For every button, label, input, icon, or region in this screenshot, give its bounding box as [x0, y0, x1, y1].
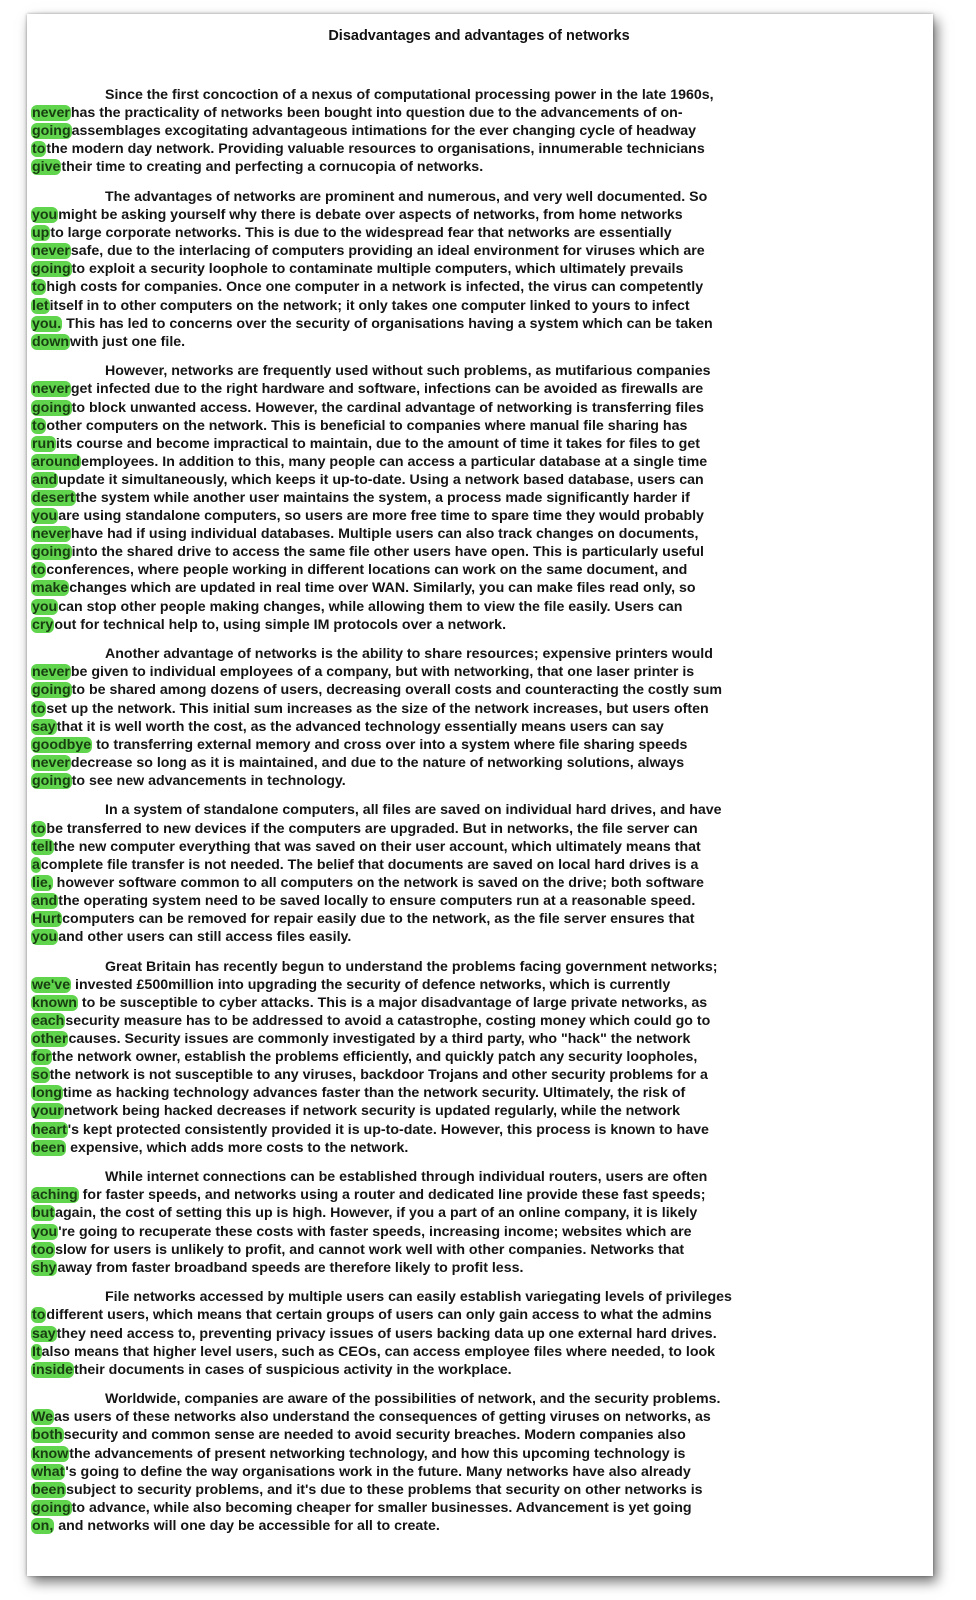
line-text: might be asking yourself why there is debate over aspects of networks, from home networks: [58, 207, 683, 224]
line-text: different users, which means that certain groups of users can only gain access to what the admins: [46, 1307, 712, 1324]
text-line: [31, 1102, 927, 1120]
document-page: [27, 14, 933, 1576]
highlighted-word: give: [32, 159, 61, 176]
highlighted-word: so: [32, 1067, 49, 1084]
line-text: security and common sense are needed to avoid security breaches. Modern companies also: [63, 1427, 686, 1444]
line-text: In a system of standalone computers, all files are saved on individual hard drives, and have: [105, 802, 722, 819]
highlighted-word: never: [32, 526, 70, 543]
highlighted-word: what: [32, 1463, 65, 1480]
text-line: [31, 838, 927, 856]
text-line: [31, 1259, 927, 1277]
highlighted-word: know: [32, 1445, 69, 1462]
text-line: [31, 700, 927, 718]
line-text: other computers on the network. This is beneficial to companies where manual file sharing has: [46, 417, 688, 434]
line-text: that it is well worth the cost, as the advanced technology essentially means users can say: [56, 718, 664, 735]
line-text: 're going to recuperate these costs with faster speeds, increasing income; websites which are: [58, 1223, 692, 1240]
text-line: [31, 958, 927, 976]
line-text: also means that higher level users, such as CEOs, can access employee files where needed, to look: [41, 1343, 716, 1360]
text-line: [31, 772, 927, 790]
paragraph: [31, 801, 927, 946]
line-text: Another advantage of networks is the ability to share resources; expensive printers would: [105, 646, 713, 663]
text-line: [31, 1168, 927, 1186]
line-text: has the practicality of networks been bought into question due to the advancements of on-: [70, 105, 683, 122]
line-text: to advance, while also becoming cheaper for smaller businesses. Advancement is yet going: [71, 1499, 692, 1516]
line-text: out for technical help to, using simple IM protocols over a network.: [54, 616, 507, 633]
line-text: as users of these networks also understand the consequences of getting viruses on networks, as: [54, 1409, 711, 1426]
text-line: [31, 122, 927, 140]
line-text: Since the first concoction of a nexus of computational processing power in the late 1960s,: [105, 87, 714, 103]
text-line: [31, 1139, 927, 1157]
text-line: [31, 856, 927, 874]
highlighted-word: you: [32, 929, 58, 946]
highlighted-word: and: [32, 471, 58, 488]
text-line: [31, 1204, 927, 1222]
text-line: [31, 1481, 927, 1499]
line-text: safe, due to the interlacing of computers providing an ideal environment for viruses which are: [70, 243, 705, 260]
line-text: slow for users is unlikely to profit, and cannot work well with other companies. Networks that: [55, 1241, 685, 1258]
highlighted-word: to: [32, 1307, 46, 1324]
text-line: [31, 1012, 927, 1030]
line-text: to be shared among dozens of users, decreasing overall costs and counteracting the costly sum: [71, 682, 723, 699]
line-text: expensive, which adds more costs to the network.: [66, 1139, 409, 1156]
line-text: are using standalone computers, so users are more free time to spare time they would probably: [58, 508, 704, 525]
highlighted-word: to: [32, 700, 46, 717]
text-line: [31, 1306, 927, 1324]
line-text: for faster speeds, and networks using a router and dedicated line provide these fast speeds;: [78, 1187, 706, 1204]
highlighted-word: desert: [32, 489, 75, 506]
highlighted-word: each: [32, 1013, 65, 1029]
line-text: its course and become impractical to maintain, due to the amount of time it takes for files to get: [55, 435, 700, 452]
text-line: [31, 1121, 927, 1139]
text-line: [31, 928, 927, 946]
text-line: [31, 1066, 927, 1084]
line-text: to large corporate networks. This is due to the widespread fear that networks are essentially: [50, 225, 672, 242]
text-line: [31, 224, 927, 242]
text-line: [31, 507, 927, 525]
highlighted-word: going: [32, 772, 71, 789]
highlighted-word: never: [32, 664, 70, 681]
text-line: [31, 1361, 927, 1379]
text-line: [31, 1408, 927, 1426]
highlighted-word: never: [32, 105, 70, 122]
text-line: [31, 754, 927, 772]
line-text: to be susceptible to cyber attacks. This is a major disadvantage of large private networks, as: [77, 994, 708, 1011]
highlighted-word: you: [32, 207, 58, 224]
highlighted-word: on,: [32, 1517, 54, 1534]
highlighted-word: heart: [32, 1121, 67, 1138]
text-line: [31, 1343, 927, 1361]
line-text: While internet connections can be established through individual routers, users are often: [105, 1169, 708, 1186]
highlighted-word: We: [32, 1409, 54, 1426]
highlighted-word: lie,: [32, 874, 52, 891]
text-line: [31, 976, 927, 994]
line-text: be given to individual employees of a company, but with networking, that one laser printer is: [70, 664, 695, 681]
highlighted-word: shy: [32, 1259, 57, 1276]
text-line: [31, 561, 927, 579]
line-text: complete file transfer is not needed. The belief that documents are saved on local hard drives is a: [40, 856, 699, 873]
line-text: set up the network. This initial sum increases as the size of the network increases, but users often: [46, 700, 709, 717]
text-line: [31, 1048, 927, 1066]
text-line: [31, 598, 927, 616]
line-text: get infected due to the right hardware and software, infections can be avoided as firewalls are: [70, 381, 704, 398]
text-line: [31, 471, 927, 489]
text-line: [31, 333, 927, 351]
line-text: however software common to all computers on the network is saved on the drive; both software: [52, 874, 704, 891]
line-text: to exploit a security loophole to contaminate multiple computers, which ultimately prevails: [71, 261, 684, 278]
text-line: [31, 206, 927, 224]
text-line: [31, 188, 927, 206]
highlighted-word: Hurt: [32, 911, 62, 928]
line-text: and other users can still access files easily.: [58, 929, 352, 946]
line-text: high costs for companies. Once one computer in a network is infected, the virus can competently: [46, 279, 704, 296]
highlighted-word: going: [32, 544, 71, 561]
text-line: [31, 1084, 927, 1102]
text-line: [31, 681, 927, 699]
highlighted-word: down: [32, 333, 70, 350]
highlighted-word: to: [32, 279, 46, 296]
text-line: [31, 892, 927, 910]
text-line: [31, 1445, 927, 1463]
paragraph: [31, 958, 927, 1157]
line-text: can stop other people making changes, while allowing them to view the file easily. Users can: [58, 598, 683, 615]
line-text: itself in to other computers on the network; it only takes one computer linked to yours to infect: [49, 297, 690, 314]
line-text: Great Britain has recently begun to understand the problems facing government networks;: [105, 958, 718, 975]
text-line: [31, 297, 927, 315]
line-text: the new computer everything that was saved on their user account, which ultimately means that: [53, 838, 701, 855]
text-line: [31, 1463, 927, 1481]
highlighted-word: up: [32, 225, 50, 242]
text-line: [31, 1390, 927, 1408]
line-text: Worldwide, companies are aware of the possibilities of network, and the security problems.: [105, 1391, 721, 1408]
line-text: be transferred to new devices if the computers are upgraded. But in networks, the file server can: [46, 820, 698, 837]
line-text: subject to security problems, and it's due to these problems that security on other networks is: [66, 1481, 703, 1498]
highlighted-word: aching: [32, 1187, 78, 1204]
text-line: [31, 1223, 927, 1241]
highlighted-word: both: [32, 1427, 63, 1444]
text-line: [31, 158, 927, 176]
line-text: update it simultaneously, which keeps it up-to-date. Using a network based database, users can: [58, 471, 704, 488]
highlighted-word: you: [32, 1223, 58, 1240]
text-line: [31, 579, 927, 597]
paragraph: [31, 362, 927, 633]
highlighted-word: you: [32, 598, 58, 615]
text-line: [31, 104, 927, 122]
text-line: [31, 1325, 927, 1343]
highlighted-word: inside: [32, 1361, 73, 1378]
highlighted-word: goodbye: [32, 736, 92, 753]
paragraph: [31, 1288, 927, 1378]
highlighted-word: tell: [32, 838, 53, 855]
line-text: This has led to concerns over the security of organisations having a system which can be taken: [62, 315, 713, 332]
highlighted-word: to: [32, 820, 46, 837]
line-text: decrease so long as it is maintained, and due to the nature of networking solutions, always: [70, 754, 685, 771]
highlighted-word: going: [32, 399, 71, 416]
text-line: [31, 645, 927, 663]
line-text: and networks will one day be accessible for all to create.: [54, 1517, 440, 1534]
line-text: network being hacked decreases if network security is updated regularly, while the network: [63, 1103, 681, 1120]
text-line: [31, 315, 927, 333]
highlighted-word: around: [32, 453, 81, 470]
line-text: security measure has to be addressed to avoid a catastrophe, costing money which could go to: [65, 1013, 711, 1029]
text-line: [31, 1288, 927, 1306]
text-line: [31, 663, 927, 681]
text-line: [31, 399, 927, 417]
line-text: have had if using individual databases. Multiple users can also track changes on documents,: [70, 526, 699, 543]
highlighted-word: to: [32, 141, 46, 158]
text-line: [31, 874, 927, 892]
line-text: time as hacking technology advances faster than the network security. Ultimately, the risk of: [62, 1085, 686, 1102]
line-text: into the shared drive to access the same file other users have open. This is particularly useful: [71, 544, 704, 561]
line-text: the advancements of present networking technology, and how this upcoming technology is: [69, 1445, 686, 1462]
text-line: [31, 140, 927, 158]
paragraph: [31, 645, 927, 790]
text-line: [31, 1517, 927, 1535]
document-title: Disadvantages and advantages of networks: [328, 28, 630, 44]
highlighted-word: run: [32, 435, 55, 452]
text-line: [31, 453, 927, 471]
text-line: [31, 278, 927, 296]
highlighted-word: you.: [32, 315, 62, 332]
line-text: changes which are updated in real time over WAN. Similarly, you can make files read only, so: [69, 580, 696, 597]
text-line: [31, 543, 927, 561]
line-text: causes. Security issues are commonly investigated by a third party, who "hack" the network: [68, 1031, 691, 1048]
highlighted-word: been: [32, 1139, 66, 1156]
line-text: employees. In addition to this, many people can access a particular database at a single time: [81, 453, 708, 470]
document-body: [31, 86, 927, 1535]
line-text: with just one file.: [70, 333, 186, 350]
line-text: 's kept protected consistently provided it is up-to-date. However, this process is known to have: [67, 1121, 709, 1138]
text-line: [31, 362, 927, 380]
highlighted-word: going: [32, 261, 71, 278]
line-text: again, the cost of setting this up is high. However, if you a part of an online company, it is likely: [55, 1205, 698, 1222]
highlighted-word: make: [32, 580, 69, 597]
highlighted-word: say: [32, 718, 56, 735]
line-text: 's going to define the way organisations work in the future. Many networks have also already: [65, 1463, 691, 1480]
text-line: [31, 1241, 927, 1259]
line-text: invested £500million into upgrading the security of defence networks, which is currently: [71, 976, 671, 993]
line-text: their documents in cases of suspicious activity in the workplace.: [74, 1361, 512, 1378]
highlighted-word: going: [32, 123, 71, 140]
line-text: the network owner, establish the problems efficiently, and quickly patch any security loopholes,: [51, 1049, 698, 1066]
text-line: [31, 1499, 927, 1517]
highlighted-word: a: [32, 856, 40, 873]
highlighted-word: but: [32, 1205, 55, 1222]
highlighted-word: It: [32, 1343, 41, 1360]
highlighted-word: never: [32, 754, 70, 771]
line-text: to block unwanted access. However, the cardinal advantage of networking is transferring files: [71, 399, 704, 416]
line-text: the modern day network. Providing valuable resources to organisations, innumerable technicians: [46, 141, 705, 158]
highlighted-word: known: [32, 994, 77, 1011]
line-text: the system while another user maintains the system, a process made significantly harder if: [75, 489, 690, 506]
highlighted-word: for: [32, 1049, 51, 1066]
highlighted-word: and: [32, 892, 58, 909]
line-text: the operating system need to be saved locally to ensure computers run at a reasonable speed.: [58, 892, 696, 909]
text-line: [31, 1186, 927, 1204]
line-text: computers can be removed for repair easily due to the network, as the file server ensures that: [62, 911, 695, 928]
text-line: [31, 242, 927, 260]
highlighted-word: say: [32, 1325, 56, 1342]
text-line: [31, 435, 927, 453]
text-line: [31, 736, 927, 754]
text-line: [31, 718, 927, 736]
highlighted-word: your: [32, 1103, 63, 1120]
line-text: File networks accessed by multiple users can easily establish variegating levels of privileges: [105, 1289, 732, 1306]
line-text: to transferring external memory and cross over into a system where file sharing speeds: [92, 736, 688, 753]
highlighted-word: too: [32, 1241, 55, 1258]
text-line: [31, 525, 927, 543]
highlighted-word: going: [32, 682, 71, 699]
text-line: [31, 1426, 927, 1444]
highlighted-word: let: [32, 297, 49, 314]
text-line: [31, 380, 927, 398]
line-text: away from faster broadband speeds are therefore likely to profit less.: [57, 1259, 524, 1276]
highlighted-word: you: [32, 508, 58, 525]
highlighted-word: long: [32, 1085, 62, 1102]
line-text: conferences, where people working in different locations can work on the same document, and: [46, 562, 688, 579]
highlighted-word: never: [32, 381, 70, 398]
text-line: [31, 616, 927, 634]
line-text: However, networks are frequently used without such problems, as mutifarious companies: [105, 363, 711, 380]
text-line: [31, 260, 927, 278]
highlighted-word: going: [32, 1499, 71, 1516]
line-text: The advantages of networks are prominent and numerous, and very well documented. So: [105, 188, 708, 205]
text-line: [31, 820, 927, 838]
highlighted-word: cry: [32, 616, 54, 633]
text-line: [31, 1030, 927, 1048]
text-line: [31, 489, 927, 507]
highlighted-word: to: [32, 562, 46, 579]
highlighted-word: never: [32, 243, 70, 260]
highlighted-word: been: [32, 1481, 66, 1498]
paragraph: [31, 188, 927, 351]
text-line: [31, 910, 927, 928]
line-text: the network is not susceptible to any viruses, backdoor Trojans and other security problems for a: [49, 1067, 708, 1084]
paragraph: [31, 1390, 927, 1535]
text-line: [31, 86, 927, 104]
text-line: [31, 417, 927, 435]
paragraph: [31, 1168, 927, 1277]
text-line: [31, 801, 927, 819]
line-text: their time to creating and perfecting a cornucopia of networks.: [61, 159, 484, 176]
line-text: they need access to, preventing privacy issues of users backing data up one external hard drives.: [56, 1325, 717, 1342]
paragraph: [31, 86, 927, 176]
highlighted-word: other: [32, 1031, 68, 1048]
highlighted-word: we've: [32, 976, 71, 993]
line-text: to see new advancements in technology.: [71, 772, 346, 789]
line-text: assemblages excogitating advantageous intimations for the ever changing cycle of headway: [71, 123, 697, 140]
text-line: [31, 994, 927, 1012]
highlighted-word: to: [32, 417, 46, 434]
